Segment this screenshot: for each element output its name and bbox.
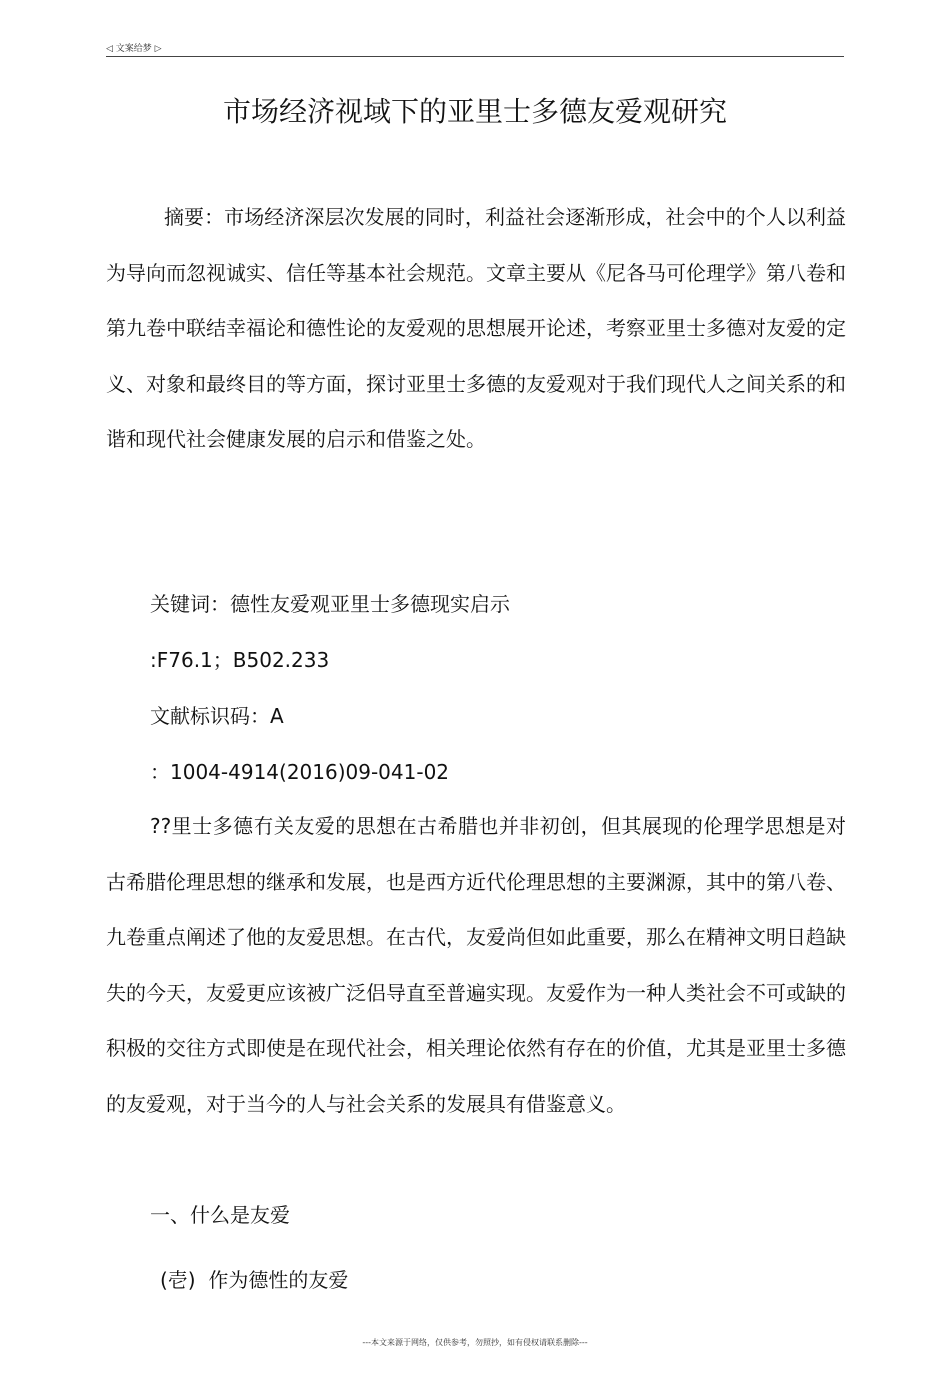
- subsection-heading: (壱) 作为德性的友爱: [160, 1268, 349, 1292]
- keywords-line: 关键词：德性友爱观亚里士多德现实启示: [150, 592, 510, 616]
- intro-paragraph: ??里士多德冇关友爱的思想在古希腊也并非初创，但其展现的伦理学思想是对古希腊伦理思想的继承和发展，也是西方近代伦理思想的主要渊源，其中的第八卷、九卷重点阐述了他的友爱思想。在古代，友爱尚但如此重要，那么在精神文明日趋缺失的今天，友爱更应该被广泛侣导直至普遍实现。友爱作为一种人类社会不可或缺的积极的交往方式即使是在现代社会，相关理论依然有存在的价值，尤其是亚里士多德的友爱观，对于当今的人与社会关系的发展具有借鉴意义。: [106, 814, 846, 1116]
- article-id-line: ：1004-4914(2016)09-041-02: [150, 760, 450, 784]
- footer-note: ---本文来源于网络，仅供参考，勿照抄，如有侵权请联系删除---: [362, 1338, 588, 1347]
- document-code-line: 文献标识码：A: [150, 704, 284, 728]
- header-mark: ◁ 文案给梦 ▷: [106, 44, 162, 54]
- section-heading: 一、什么是友爱: [150, 1203, 290, 1227]
- header-rule: [106, 56, 844, 57]
- classification-line: :F76.1；B502.233: [150, 648, 330, 672]
- document-title: 市场经济视域下的亚里士多德友爱观研究: [222, 95, 727, 128]
- abstract-paragraph: 摘要：市场经济深层次发展的同时，利益社会逐渐形成，社会中的个人以利益为导向而忽视诚实、信任等基本社会规范。文章主要从《尼各马可伦理学》第八卷和第九卷中联结幸福论和德性论的友爱观的思想展开论述，考察亚里士多德对友爱的定义、对象和最终目的等方面，探讨亚里士多德的友爱观对于我们现代人之间关系的和谐和现代社会健康发展的启示和借鉴之处。: [106, 205, 846, 451]
